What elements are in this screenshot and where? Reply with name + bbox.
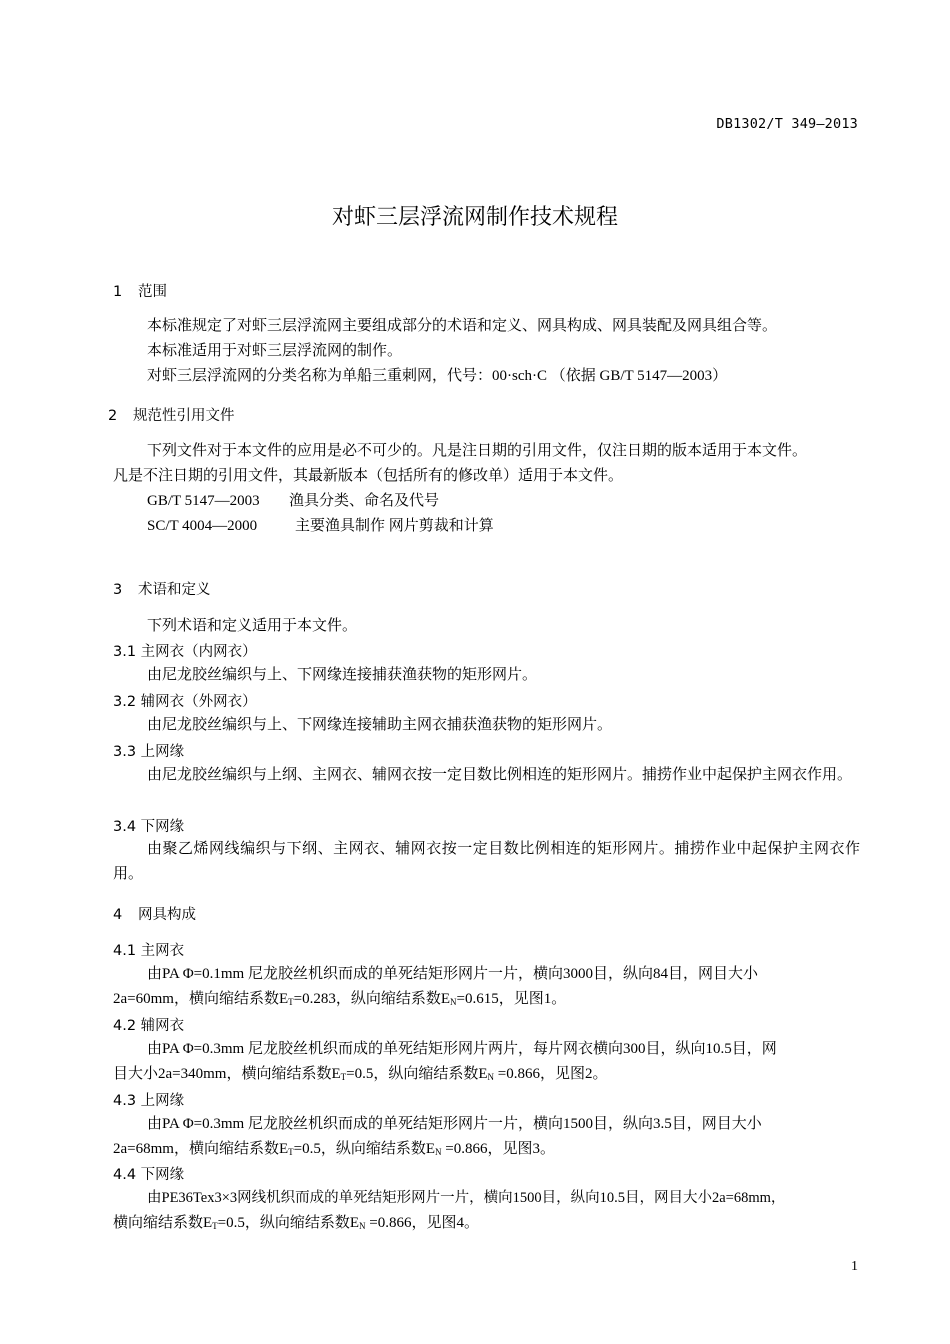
section-number: 3: [113, 582, 123, 598]
paragraph-line: [113, 1137, 860, 1165]
subsection-heading: 4.2 辅网衣: [113, 1018, 185, 1034]
reference-title: 主要渔具制作 网片剪裁和计算: [295, 518, 494, 534]
term-heading: 3.2 辅网衣（外网衣）: [113, 694, 257, 710]
text-run: =0.283，纵向缩结系数E: [293, 991, 450, 1007]
text-run: =0.866，见图3。: [441, 1141, 555, 1157]
subscript: T: [340, 1072, 347, 1082]
document-title: 对虾三层浮流网制作技术规程: [331, 205, 618, 230]
subscript: N: [359, 1221, 366, 1231]
paragraph: 对虾三层浮流网的分类名称为单船三重刺网，代号：00·sch·C （依据 GB/T 5147—2003）: [147, 368, 728, 384]
document-number: DB1302/T 349—2013: [716, 116, 858, 132]
paragraph: 本标准规定了对虾三层浮流网主要组成部分的术语和定义、网具构成、网具装配及网具组合等。: [147, 318, 778, 334]
reference-code: SC/T 4004—2000: [147, 518, 258, 534]
paragraph-line: [113, 987, 860, 1015]
subsection-heading: 4.1 主网衣: [113, 943, 185, 959]
paragraph-line: [113, 1062, 860, 1090]
reference-item: [113, 489, 894, 514]
text-run: =0.5，纵向缩结系数E: [293, 1141, 435, 1157]
text-run: =0.615，见图1。: [456, 991, 567, 1007]
paragraph-line: 由PA Φ=0.3mm 尼龙胶丝机织而成的单死结矩形网片两片，每片网衣横向300目，纵向10.5目，网: [147, 1041, 777, 1057]
subsection-heading: 4.4 下网缘: [113, 1167, 185, 1183]
text-run: 2a=68mm，横向缩结系数E: [113, 1141, 289, 1157]
reference-item: [113, 514, 894, 539]
subscript: T: [288, 997, 294, 1007]
paragraph-line: 由PA Φ=0.3mm 尼龙胶丝机织而成的单死结矩形网片一片，横向1500目，纵向3.5目，网目大小: [147, 1116, 762, 1132]
term-definition: 由聚乙烯网线编织与下纲、主网衣、辅网衣按一定目数比例相连的矩形网片。捕捞作业中起保护主网衣作用。: [113, 841, 860, 882]
paragraph-line: 由PE36Tex3×3网线机织而成的单死结矩形网片一片，横向1500目，纵向10.5目，网目大小2a=68mm，: [147, 1190, 786, 1206]
section-1-heading: [113, 280, 167, 301]
text-run: 横向缩结系数E: [113, 1215, 213, 1231]
term-definition: 由尼龙胶丝编织与上纲、主网衣、辅网衣按一定目数比例相连的矩形网片。捕捞作业中起保护主网衣作用。: [147, 767, 853, 783]
section-number: 2: [108, 408, 118, 424]
text-run: =0.5，纵向缩结系数E: [217, 1215, 360, 1231]
text-run: 2a=60mm，横向缩结系数E: [113, 991, 289, 1007]
paragraph: 本标准适用于对虾三层浮流网的制作。: [147, 343, 403, 359]
subsection-heading: 4.3 上网缘: [113, 1093, 185, 1109]
paragraph: 下列文件对于本文件的应用是必不可少的。凡是注日期的引用文件，仅注日期的版本适用于本文件。: [147, 443, 808, 459]
paragraph: 下列术语和定义适用于本文件。: [147, 618, 358, 634]
term-definition: 由尼龙胶丝编织与上、下网缘连接辅助主网衣捕获渔获物的矩形网片。: [147, 717, 613, 733]
section-number: 4: [113, 907, 123, 923]
text-run: =0.866，见图4。: [365, 1215, 480, 1231]
reference-title: 渔具分类、命名及代号: [289, 493, 440, 509]
text-run: =0.866，见图2。: [494, 1066, 608, 1082]
subscript: N: [450, 997, 457, 1007]
term-heading: 3.3 上网缘: [113, 744, 185, 760]
term-heading: 3.1 主网衣（内网衣）: [113, 644, 257, 660]
section-4-heading: [113, 903, 196, 924]
paragraph-line: [113, 1211, 860, 1239]
subscript: N: [487, 1072, 494, 1082]
section-2-heading: [108, 404, 235, 425]
term-heading: 3.4 下网缘: [113, 819, 185, 835]
subscript: T: [288, 1147, 294, 1157]
section-title: 术语和定义: [138, 582, 211, 598]
section-title: 网具构成: [138, 907, 196, 923]
paragraph: 凡是不注日期的引用文件，其最新版本（包括所有的修改单）适用于本文件。: [113, 468, 624, 484]
section-title: 规范性引用文件: [133, 408, 235, 424]
text-run: =0.5，纵向缩结系数E: [346, 1066, 488, 1082]
term-definition: 由尼龙胶丝编织与上、下网缘连接捕获渔获物的矩形网片。: [147, 667, 538, 683]
section-3-heading: [113, 578, 211, 599]
text-run: 目大小2a=340mm，横向缩结系数E: [113, 1066, 341, 1082]
paragraph-line: 由PA Φ=0.1mm 尼龙胶丝机织而成的单死结矩形网片一片，横向3000目，纵向84目，网目大小: [147, 966, 758, 982]
page-number: 1: [851, 1259, 858, 1274]
section-number: 1: [113, 284, 123, 300]
subscript: T: [212, 1221, 218, 1231]
reference-code: GB/T 5147—2003: [147, 493, 260, 509]
subscript: N: [435, 1147, 442, 1157]
section-title: 范围: [138, 284, 167, 300]
